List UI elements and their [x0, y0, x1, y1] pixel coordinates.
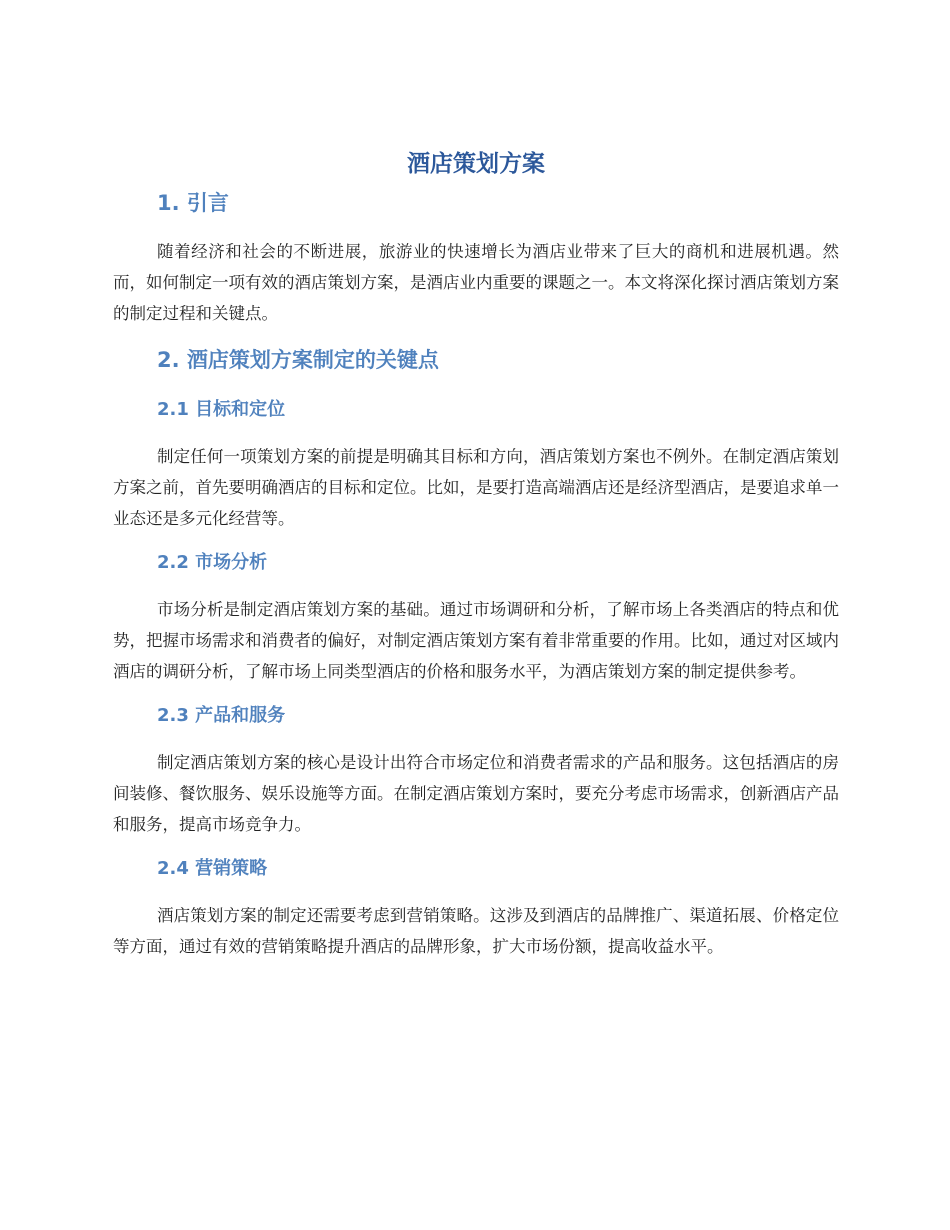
document-title: 酒店策划方案 — [407, 151, 545, 177]
section-heading-introduction: 1. 引言 — [157, 191, 229, 215]
section-heading-key-points: 2. 酒店策划方案制定的关键点 — [157, 348, 439, 372]
introduction-paragraph: 随着经济和社会的不断进展，旅游业的快速增长为酒店业带来了巨大的商机和进展机遇。然而，如何制定一项有效的酒店策划方案，是酒店业内重要的课题之一。本文将深化探讨酒店策划方案的制定过程和关键点。 — [113, 242, 839, 323]
document-content — [113, 140, 839, 962]
products-services-paragraph: 制定酒店策划方案的核心是设计出符合市场定位和消费者需求的产品和服务。这包括酒店的房间装修、餐饮服务、娱乐设施等方面。在制定酒店策划方案时，要充分考虑市场需求，创新酒店产品和服务，提高市场竞争力。 — [113, 753, 839, 834]
subsection-heading-products-services: 2.3 产品和服务 — [157, 705, 286, 726]
subsection-heading-goals: 2.1 目标和定位 — [157, 399, 286, 420]
marketing-strategy-paragraph: 酒店策划方案的制定还需要考虑到营销策略。这涉及到酒店的品牌推广、渠道拓展、价格定位等方面，通过有效的营销策略提升酒店的品牌形象，扩大市场份额，提高收益水平。 — [113, 906, 839, 956]
goals-paragraph: 制定任何一项策划方案的前提是明确其目标和方向，酒店策划方案也不例外。在制定酒店策划方案之前，首先要明确酒店的目标和定位。比如，是要打造高端酒店还是经济型酒店，是要追求单一业态还是多元化经营等。 — [113, 447, 839, 528]
market-analysis-paragraph: 市场分析是制定酒店策划方案的基础。通过市场调研和分析，了解市场上各类酒店的特点和优势，把握市场需求和消费者的偏好，对制定酒店策划方案有着非常重要的作用。比如，通过对区域内酒店的调研分析，了解市场上同类型酒店的价格和服务水平，为酒店策划方案的制定提供参考。 — [113, 600, 839, 681]
subsection-heading-marketing-strategy: 2.4 营销策略 — [157, 858, 268, 879]
subsection-heading-market-analysis: 2.2 市场分析 — [157, 552, 268, 573]
